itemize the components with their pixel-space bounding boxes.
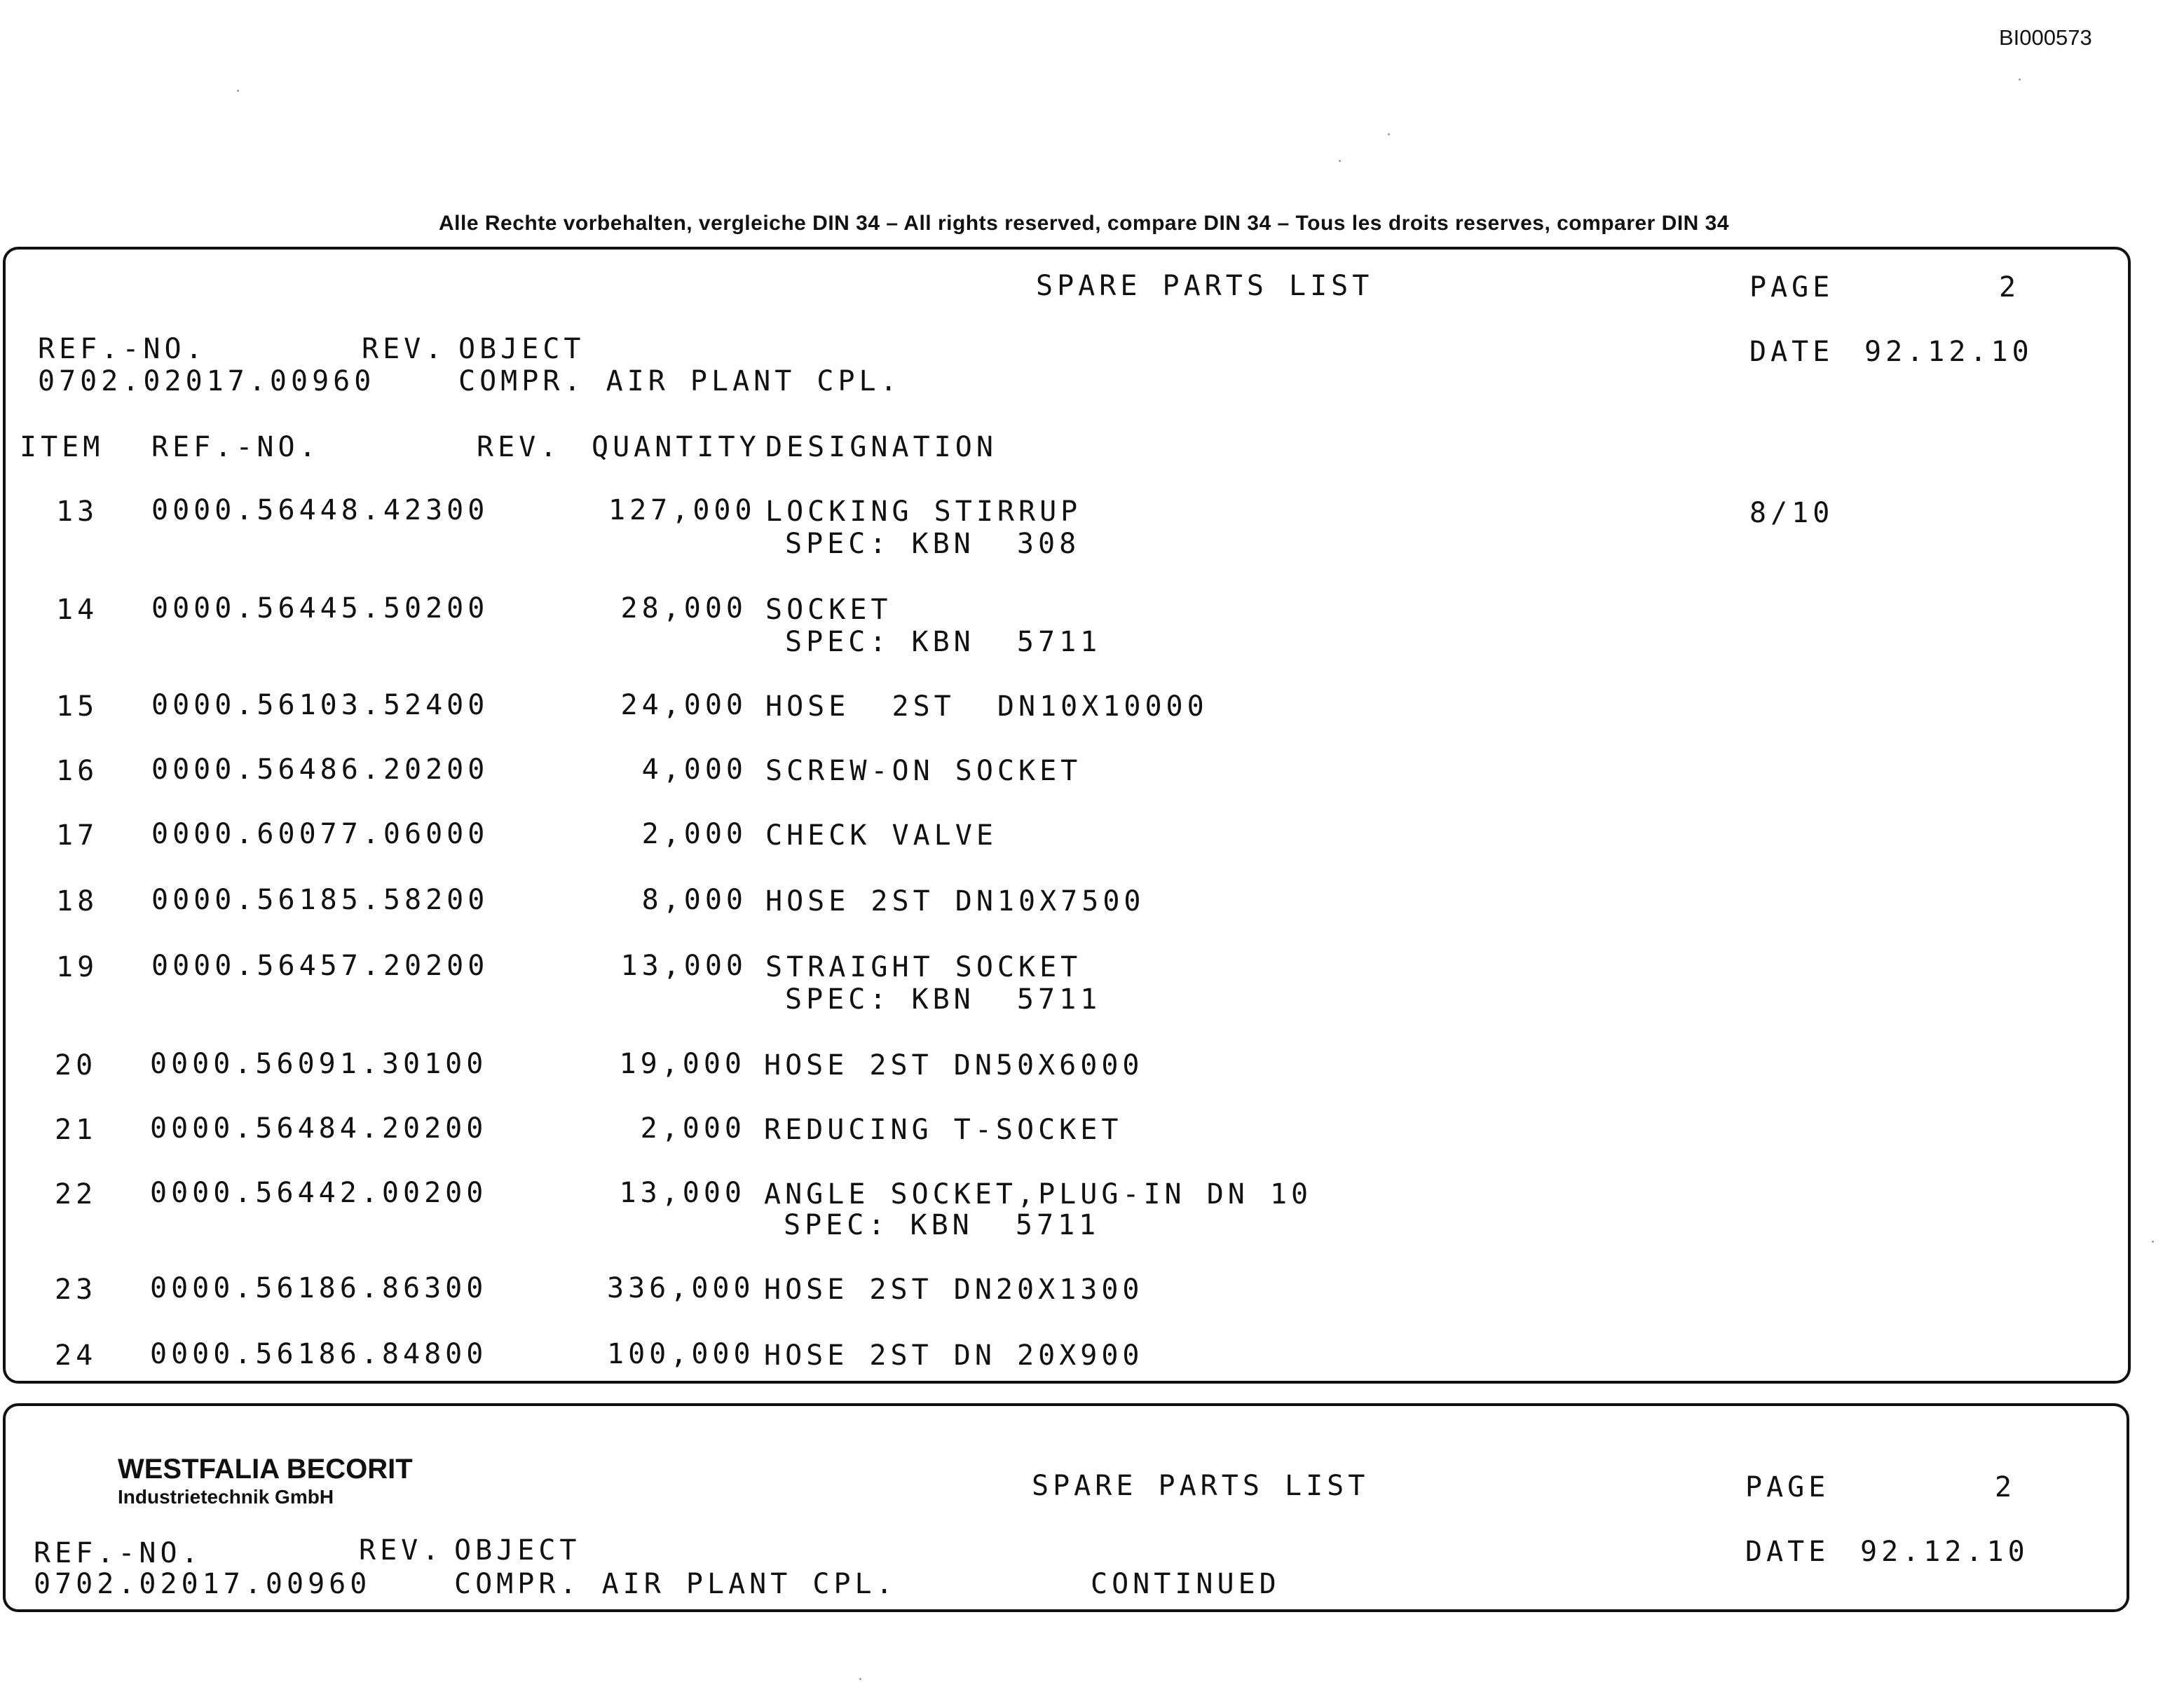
item-number: 18: [56, 885, 99, 917]
ref-number: 0000.56185.58200: [151, 884, 489, 916]
spec: SPEC: KBN 5711: [785, 983, 1102, 1016]
item-number: 24: [55, 1339, 97, 1372]
footer-date-label: DATE: [1745, 1536, 1830, 1568]
note: 8/10: [1749, 497, 1834, 529]
designation: CHECK VALVE: [765, 819, 997, 852]
object-name: COMPR. AIR PLANT CPL.: [458, 365, 901, 397]
company-name: WESTFALIA BECORIT: [118, 1454, 413, 1485]
ref-number: 0000.56445.50200: [151, 592, 489, 625]
footer-list-title: SPARE PARTS LIST: [1032, 1470, 1370, 1502]
object-label: OBJECT: [458, 333, 585, 365]
column-header-ref: REF.-NO.: [151, 431, 320, 463]
designation: SCREW-ON SOCKET: [765, 755, 1082, 787]
scan-speck: [2152, 1241, 2154, 1243]
date-label: DATE: [1749, 336, 1834, 368]
document-id: BI000573: [1999, 25, 2092, 50]
quantity: 28,000: [620, 592, 747, 625]
quantity: 8,000: [641, 884, 747, 916]
item-number: 22: [55, 1178, 97, 1210]
ref-number: 0702.02017.00960: [38, 365, 376, 397]
item-number: 16: [56, 755, 99, 787]
ref-number: 0000.56103.52400: [151, 689, 489, 721]
designation: SOCKET: [765, 594, 892, 626]
item-number: 19: [56, 951, 99, 983]
footer-page-label: PAGE: [1745, 1471, 1830, 1503]
item-number: 20: [55, 1049, 97, 1082]
scan-speck: [2019, 79, 2021, 81]
scan-speck: [1339, 160, 1341, 162]
footer-date-value: 92.12.10: [1860, 1536, 2029, 1568]
page-number: 2: [1999, 271, 2021, 303]
designation: HOSE 2ST DN 20X900: [764, 1339, 1144, 1372]
ref-number: 0000.56448.42300: [151, 494, 489, 526]
quantity: 24,000: [620, 689, 747, 721]
spec: SPEC: KBN 308: [785, 528, 1081, 560]
ref-number: 0000.56091.30100: [150, 1048, 488, 1080]
ref-number: 0000.56484.20200: [150, 1112, 488, 1145]
footer-continued: CONTINUED: [1091, 1568, 1281, 1600]
ref-number: 0000.60077.06000: [151, 818, 489, 850]
company-subtitle: Industrietechnik GmbH: [118, 1486, 334, 1508]
list-title: SPARE PARTS LIST: [1036, 270, 1374, 302]
quantity: 336,000: [607, 1272, 755, 1304]
rev-label: REV.: [362, 333, 446, 365]
date-value: 92.12.10: [1864, 336, 2033, 368]
ref-number: 0000.56186.84800: [150, 1338, 488, 1370]
scan-speck: [859, 1678, 861, 1680]
column-header-designation: DESIGNATION: [765, 431, 997, 463]
ref-number: 0000.56457.20200: [151, 950, 489, 982]
quantity: 13,000: [620, 950, 747, 982]
footer-page-number: 2: [1995, 1471, 2016, 1503]
item-number: 23: [55, 1274, 97, 1306]
item-number: 21: [55, 1114, 97, 1146]
designation: HOSE 2ST DN20X1300: [764, 1274, 1144, 1306]
quantity: 4,000: [641, 753, 747, 786]
quantity: 2,000: [640, 1112, 746, 1145]
designation: REDUCING T-SOCKET: [764, 1114, 1123, 1146]
footer-ref-number: 0702.02017.00960: [34, 1568, 371, 1600]
designation: HOSE 2ST DN10X7500: [765, 885, 1145, 917]
column-header-rev: REV.: [477, 431, 561, 463]
designation: HOSE 2ST DN10X10000: [765, 690, 1208, 723]
ref-label: REF.-NO.: [38, 333, 207, 365]
designation: STRAIGHT SOCKET: [765, 951, 1082, 983]
ref-number: 0000.56186.86300: [150, 1272, 488, 1304]
footer-object-name: COMPR. AIR PLANT CPL.: [454, 1568, 897, 1600]
quantity: 100,000: [607, 1338, 755, 1370]
quantity: 19,000: [619, 1048, 746, 1080]
ref-number: 0000.56486.20200: [151, 753, 489, 786]
rights-notice: Alle Rechte vorbehalten, vergleiche DIN 34 – All rights reserved, compare DIN 34 – Tous les droits reserves, comparer DIN 34: [439, 212, 1730, 235]
item-number: 15: [56, 690, 99, 723]
quantity: 13,000: [619, 1177, 746, 1209]
column-header-quantity: QUANTITY: [592, 431, 760, 463]
footer-ref-label: REF.-NO.: [34, 1537, 203, 1569]
scan-speck: [1388, 133, 1390, 135]
footer-object-label: OBJECT: [454, 1534, 581, 1567]
designation: ANGLE SOCKET,PLUG-IN DN 10: [764, 1178, 1313, 1210]
footer-rev-label: REV.: [359, 1534, 444, 1567]
page-label: PAGE: [1749, 271, 1834, 303]
column-header-item: ITEM: [20, 431, 104, 463]
spec: SPEC: KBN 5711: [784, 1209, 1100, 1241]
spec: SPEC: KBN 5711: [785, 626, 1102, 658]
designation: HOSE 2ST DN50X6000: [764, 1049, 1144, 1082]
item-number: 17: [56, 819, 99, 852]
scan-speck: [237, 90, 239, 92]
item-number: 14: [56, 594, 99, 626]
quantity: 2,000: [641, 818, 747, 850]
ref-number: 0000.56442.00200: [150, 1177, 488, 1209]
quantity: 127,000: [608, 494, 756, 526]
designation: LOCKING STIRRUP: [765, 496, 1082, 528]
item-number: 13: [56, 496, 99, 528]
